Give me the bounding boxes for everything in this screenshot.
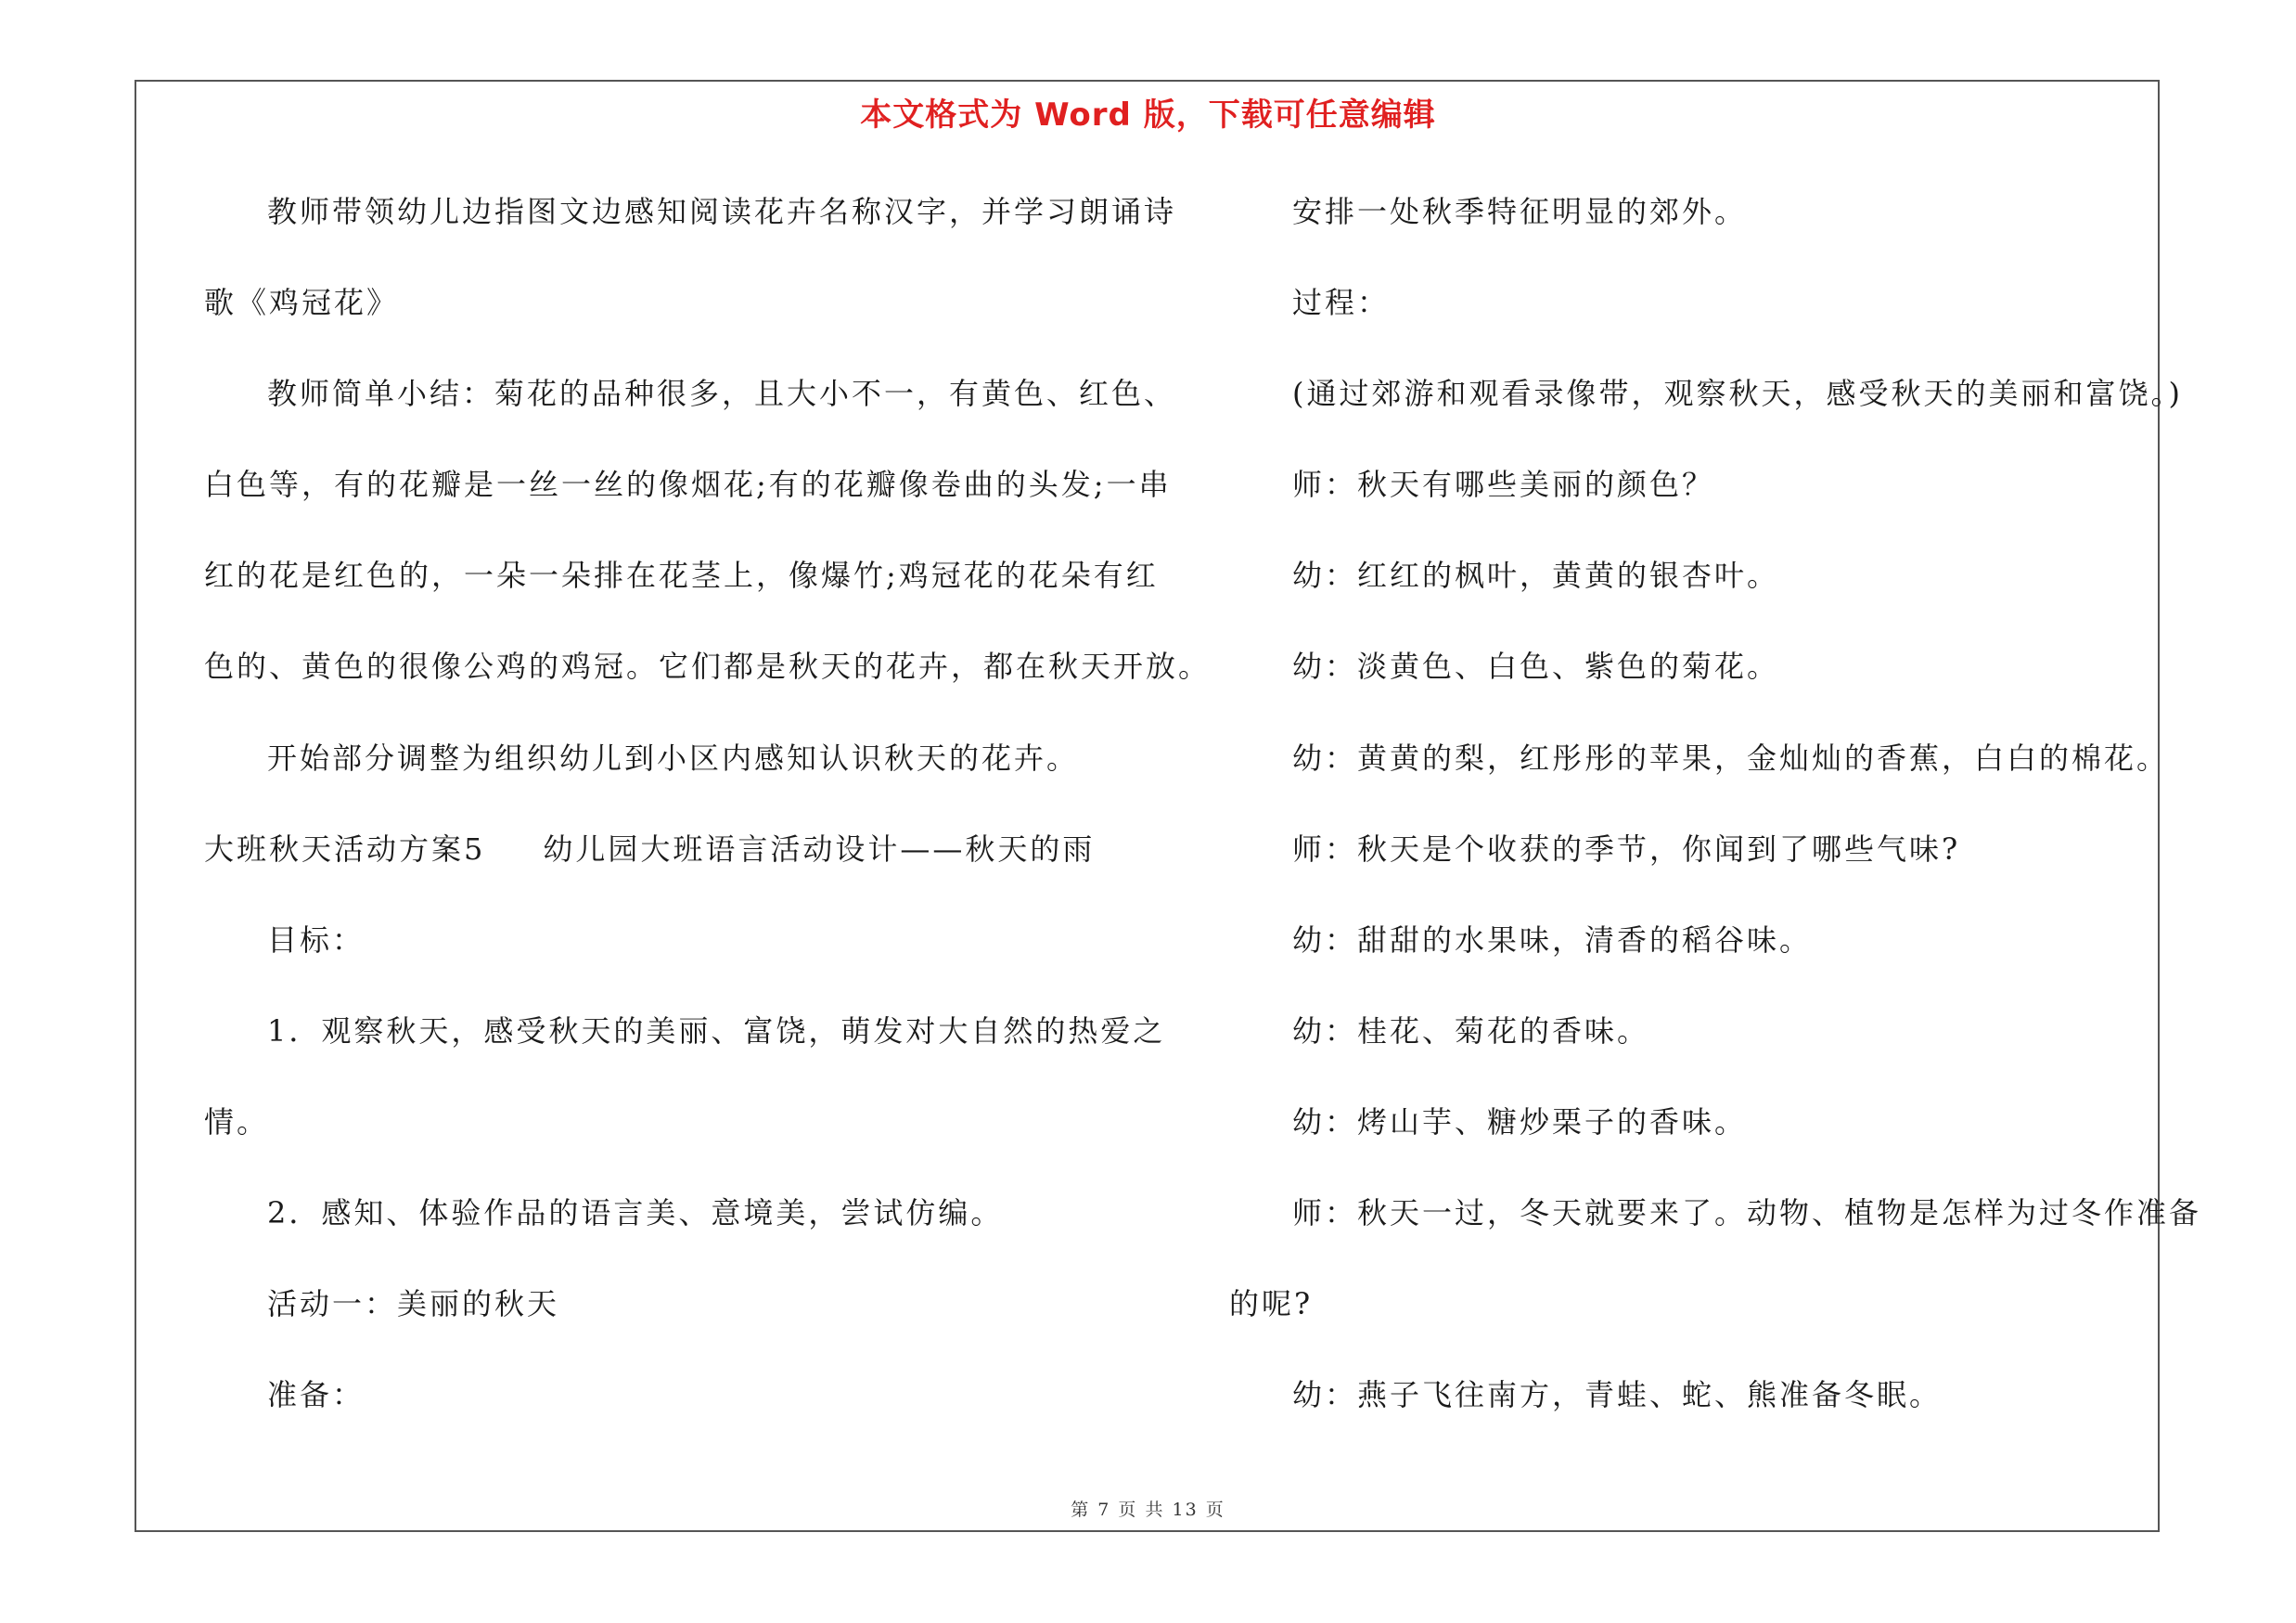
text-line-content: 红的花是红色的，一朵一朵排在花茎上，像爆竹;鸡冠花的花朵有红 bbox=[204, 558, 1159, 594]
text-line-content: 白色等，有的花瓣是一丝一丝的像烟花;有的花瓣像卷曲的头发;一串 bbox=[204, 467, 1172, 503]
text-line-content: 教师带领幼儿边指图文边感知阅读花卉名称汉字，并学习朗诵诗 bbox=[267, 194, 1177, 229]
text-line-content: 2．感知、体验作品的语言美、意境美，尝试仿编。 bbox=[267, 1195, 1004, 1231]
text-line bbox=[1229, 1096, 2166, 1187]
text-line bbox=[1229, 640, 2166, 731]
text-line-content: 师：秋天是个收获的季节，你闻到了哪些气味? bbox=[1292, 831, 1961, 867]
text-line-content: 安排一处秋季特征明显的郊外。 bbox=[1292, 194, 1748, 229]
text-line-content: 色的、黄色的很像公鸡的鸡冠。它们都是秋天的花卉，都在秋天开放。 bbox=[204, 649, 1212, 685]
text-line bbox=[1229, 1187, 2202, 1278]
text-line-content: 1．观察秋天，感受秋天的美丽、富饶，萌发对大自然的热爱之 bbox=[267, 1012, 1166, 1049]
text-line bbox=[204, 186, 1177, 277]
text-line-content: 幼：烤山芋、糖炒栗子的香味。 bbox=[1292, 1103, 1748, 1140]
left-text-column bbox=[204, 186, 1212, 1460]
text-line bbox=[204, 458, 1172, 549]
text-line-content: 大班秋天活动方案5 bbox=[204, 831, 486, 867]
text-line-content: 幼：黄黄的梨，红彤彤的苹果，金灿灿的香蕉，白白的棉花。 bbox=[1292, 740, 2170, 776]
text-line-content: 歌《鸡冠花》 bbox=[204, 285, 400, 321]
text-line bbox=[1229, 277, 2166, 367]
text-line bbox=[1229, 458, 2166, 549]
text-line-content: 准备： bbox=[267, 1377, 366, 1413]
text-line-content: 师：秋天一过，冬天就要来了。动物、植物是怎样为过冬作准备 bbox=[1292, 1195, 2202, 1231]
text-line bbox=[1229, 914, 2166, 1005]
page-number-footer: 第 7 页 共 13 页 bbox=[1071, 1500, 1225, 1520]
text-line-content: 幼：桂花、菊花的香味。 bbox=[1292, 1012, 1650, 1049]
text-line bbox=[204, 1369, 1169, 1460]
text-line-content: 过程： bbox=[1292, 285, 1391, 321]
text-line bbox=[204, 549, 1169, 640]
text-line bbox=[204, 277, 1169, 367]
text-line bbox=[204, 823, 1169, 914]
text-line-content: 幼：淡黄色、白色、紫色的菊花。 bbox=[1292, 649, 1780, 685]
right-text-column bbox=[1229, 186, 2202, 1460]
text-line bbox=[204, 732, 1169, 823]
text-line-content: 幼：红红的枫叶，黄黄的银杏叶。 bbox=[1292, 558, 1780, 594]
text-line-content: 活动一：美丽的秋天 bbox=[267, 1286, 560, 1322]
text-line bbox=[204, 1005, 1169, 1096]
text-line bbox=[1229, 1005, 2166, 1096]
text-line bbox=[204, 640, 1212, 731]
text-line bbox=[1229, 823, 2166, 914]
text-line-content: 幼：燕子飞往南方，青蛙、蛇、熊准备冬眠。 bbox=[1292, 1377, 1943, 1413]
text-line bbox=[1229, 367, 2183, 458]
text-line bbox=[204, 367, 1177, 458]
text-line bbox=[204, 914, 1169, 1005]
word-format-banner: 本文格式为 Word 版，下载可任意编辑 bbox=[860, 97, 1436, 134]
text-line-content: 师：秋天有哪些美丽的颜色？ bbox=[1292, 467, 1715, 503]
text-line-content: 幼：甜甜的水果味，清香的稻谷味。 bbox=[1292, 921, 1813, 958]
text-line bbox=[1229, 186, 2166, 277]
text-line bbox=[1229, 1369, 2166, 1460]
text-line bbox=[1229, 1278, 2166, 1369]
text-line bbox=[204, 1278, 1169, 1369]
text-line-content: 目标： bbox=[267, 921, 366, 958]
text-line bbox=[204, 1096, 1169, 1187]
text-line bbox=[1229, 549, 2166, 640]
text-line-content: 情。 bbox=[204, 1103, 270, 1140]
text-line bbox=[204, 1187, 1169, 1278]
text-line-content: 开始部分调整为组织幼儿到小区内感知认识秋天的花卉。 bbox=[267, 740, 1080, 776]
text-line-content: 的呢? bbox=[1229, 1286, 1314, 1322]
text-line-content: (通过郊游和观看录像带，观察秋天，感受秋天的美丽和富饶。) bbox=[1292, 376, 2183, 412]
text-line bbox=[1229, 732, 2170, 823]
section-heading: 幼儿园大班语言活动设计——秋天的雨 bbox=[543, 831, 1096, 867]
text-line-content: 教师简单小结：菊花的品种很多，且大小不一，有黄色、红色、 bbox=[267, 376, 1177, 412]
